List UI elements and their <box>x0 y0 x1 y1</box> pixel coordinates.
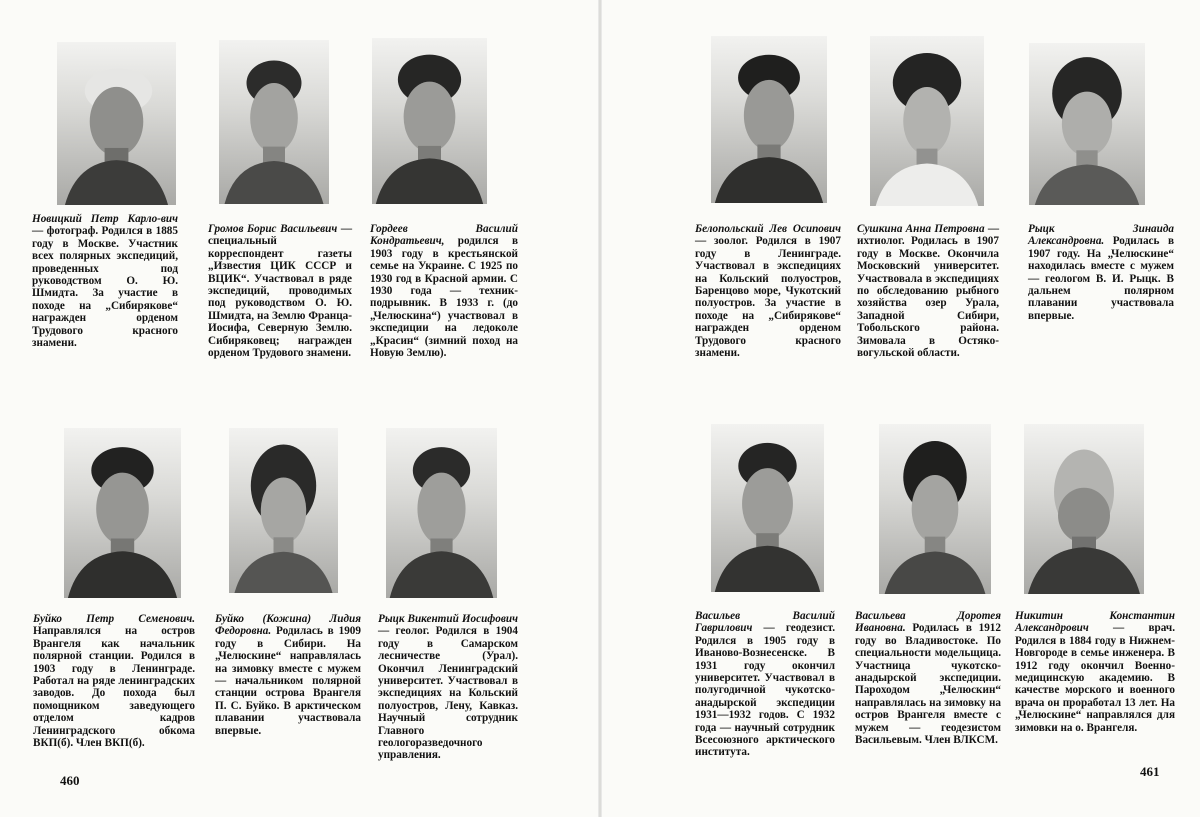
portrait-photo <box>64 428 181 598</box>
person-name: Рыцк Викентий Иосифович <box>378 613 518 625</box>
person-name: Васильев Василий Гаврилович <box>695 610 835 635</box>
portrait-image <box>219 40 329 204</box>
portrait-photo <box>711 424 824 592</box>
person-bio: Родилась в 1907 году. На „Челюскине“ находилась вместе с мужем — геологом В. И. Рыцк. В дальнем полярном плавании участвовала впервые. <box>1028 235 1174 322</box>
person-bio: Направлялся на остров Врангеля как начальник полярной станции. Родился в 1903 году в Ленинграде. Работал на ряде ленинградских заводов. До похода был помощником заведующего отделом кадров Ленинградского обкома ВКП(б). Член ВКП(б). <box>33 625 195 750</box>
person-name: Никитин Константин Александрович <box>1015 610 1175 635</box>
person-bio: родился в 1903 году в крестьянской семье на Украине. С 1925 по 1930 год в Красной армии. С 1930 года — техник-подрывник. В 1933 г. (до „Челюскина“) участвовал в экспедиции на ледоколе „Красин“ (зимний поход на Новую Землю). <box>370 235 518 360</box>
person-bio: — ихтиолог. Родилась в 1907 году в Москве. Окончила Московский университет. Участвовала в экспедициях по обследованию рыбного хозяйства озер Урала, Западной Сибири, Тобольского района. Зимовала в Остяко-вогульской области. <box>857 223 1000 360</box>
portrait-image <box>879 424 991 594</box>
portrait-image <box>1024 424 1144 594</box>
portrait-photo <box>1024 424 1144 594</box>
portrait-image <box>386 428 497 598</box>
portrait-image <box>870 36 984 206</box>
person-bio: — геолог. Родился в 1904 году в Самарском лесничестве (Урал). Окончил Ленинградский университет. Участвовал в экспедициях на Кольский полуостров, Лену, Кавказ. Научный сотрудник Главного геологоразведочного управления. <box>378 625 518 762</box>
portrait-image <box>372 38 487 204</box>
portrait-image <box>711 36 827 203</box>
portrait-photo <box>1029 43 1145 205</box>
person-name: Буйко Петр Семенович. <box>33 613 195 625</box>
person-name: Белопольский Лев Осипович <box>695 223 841 235</box>
portrait-photo <box>57 42 176 205</box>
portrait-photo <box>229 428 338 593</box>
portrait-image <box>64 428 181 598</box>
right-page <box>600 0 1200 817</box>
portrait-photo <box>386 428 497 598</box>
person-bio: — зоолог. Родился в 1907 году в Ленинграде. Участвовал в экспедициях на Кольский полуостров, Баренцово море, Чукотский полуостров. За участие в походе на „Сибирякове“ награжден орденом Трудового красного знамени. <box>695 235 841 360</box>
person-name: Рыцк Зинаида Александровна. <box>1028 223 1174 248</box>
person-bio: Родилась в 1909 году в Сибири. На „Челюскине“ направлялась на зимовку вместе с мужем — начальником полярной станции острова Врангеля П. С. Буйко. В арктическом плавании участвовала впервые. <box>215 625 361 737</box>
page-number-right: 461 <box>1140 764 1160 779</box>
person-name: Новицкий Петр Карло-вич <box>32 213 178 225</box>
portrait-image <box>229 428 338 593</box>
page-number-left: 460 <box>60 773 80 788</box>
person-name: Сушкина Анна Петровна <box>857 223 985 235</box>
person-name: Буйко (Кожина) Лидия Федоровна. <box>215 613 361 638</box>
person-name: Громов Борис Васильевич <box>208 223 338 235</box>
portrait-image <box>57 42 176 205</box>
portrait-image <box>1029 43 1145 205</box>
person-bio: — фотограф. Родился в 1885 году в Москве. Участник всех полярных экспедиций, проведенных под руководством О. Ю. Шмидта. За участие в походе на „Сибирякове“ награжден орденом Трудового красного знамени. <box>32 225 178 350</box>
person-bio: — врач. Родился в 1884 году в Нижнем-Новгороде в семье инженера. В 1912 году окончил Военно-медицинскую академию. В качестве морского и военного врача он проработал 13 лет. На „Челюскине“ направлялся для зимовки на о. Врангеля. <box>1015 622 1175 734</box>
portrait-photo <box>711 36 827 203</box>
person-bio: — специальный корреспондент газеты „Известия ЦИК СССР и ВЦИК“. Участвовал в ряде экспедиций, проводимых под руководством О. Ю. Шмидта, на Землю Франца-Иосифа, Северную Землю. Сибиряковец; награжден орденом Трудового знамени. <box>208 223 353 360</box>
portrait-photo <box>219 40 329 204</box>
portrait-image <box>711 424 824 592</box>
portrait-photo <box>870 36 984 206</box>
person-name: Гордеев Василий Кондратьевич, <box>370 223 518 248</box>
portrait-photo <box>879 424 991 594</box>
person-bio: Родилась в 1912 году во Владивостоке. По специальности модельщица. Участница чукотско-анадырской экспедиции. Пароходом „Челюскин“ направлялась на зимовку на остров Врангеля вместе с мужем — геодезистом Васильевым. Член ВЛКСМ. <box>855 622 1001 747</box>
person-bio: — геодезист. Родился в 1905 году в Иваново-Вознесенске. В 1931 году окончил университет. Участвовал в полугодичной чукотско-анадырской экспедиции 1931—1932 годов. С 1932 года — научный сотрудник Всесоюзного арктического института. <box>695 622 835 759</box>
person-name: Васильева Доротея Ивановна. <box>855 610 1001 635</box>
portrait-photo <box>372 38 487 204</box>
